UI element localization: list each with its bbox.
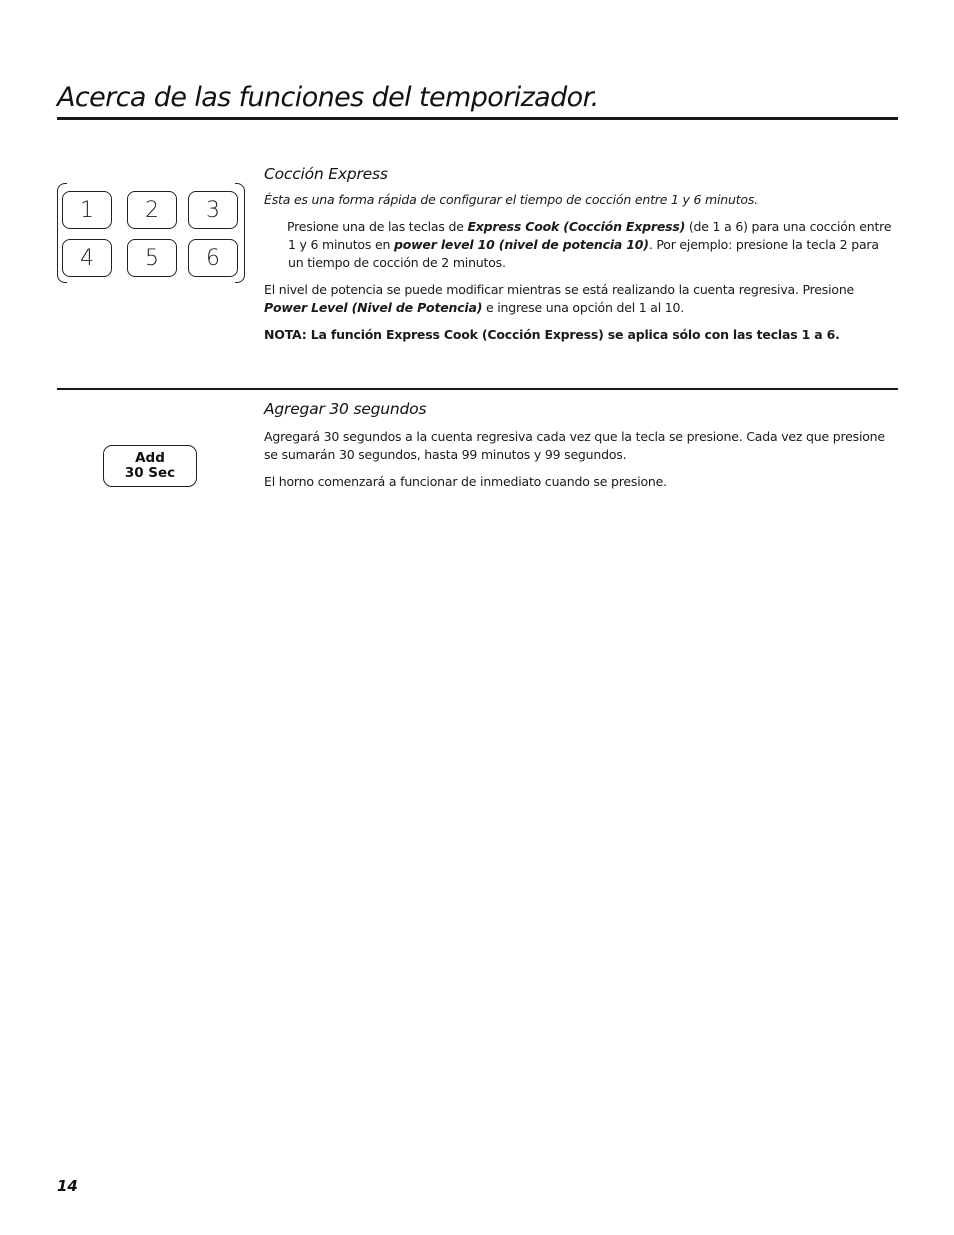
- add-30-sec-button[interactable]: [103, 445, 197, 487]
- express-key-4[interactable]: 4: [62, 239, 112, 277]
- express-key-2[interactable]: 2: [127, 191, 177, 229]
- page-number: 14: [57, 1177, 78, 1195]
- add-30-heading: Agregar 30 segundos: [264, 400, 427, 418]
- step-text-1: Presione una de las teclas de: [287, 219, 468, 234]
- step-text-3: . Por ejemplo: presione la tecla 2 para un tiempo de cocción de 2 minutos.: [288, 237, 879, 270]
- step-text-2: (de 1 a 6) para una cocción entre 1 y 6 minutos en: [288, 219, 892, 252]
- power-level-paragraph: [264, 281, 894, 317]
- express-cook-section: [264, 165, 894, 344]
- express-cook-step: [264, 218, 894, 272]
- section-divider: [57, 388, 898, 390]
- express-key-6[interactable]: 6: [188, 239, 238, 277]
- step-key-express-cook: Express Cook (Cocción Express): [467, 219, 686, 234]
- express-cook-heading: Cocción Express: [264, 165, 388, 183]
- express-cook-intro: Ésta es una forma rápida de configurar el tiempo de cocción entre 1 y 6 minutos.: [264, 192, 758, 207]
- add-30-section: [264, 400, 894, 491]
- express-key-1[interactable]: 1: [62, 191, 112, 229]
- power-text-2: e ingrese una opción del 1 al 10.: [482, 300, 685, 315]
- express-cook-note: NOTA: La función Express Cook (Cocción Express) se aplica sólo con las teclas 1 a 6.: [264, 327, 840, 342]
- add-30-paragraph-2: El horno comenzará a funcionar de inmediato cuando se presione.: [264, 474, 667, 489]
- express-cook-keypad: [57, 183, 245, 285]
- add-30-paragraph-1: Agregará 30 segundos a la cuenta regresiva cada vez que la tecla se presione. Cada vez que presione se sumarán 30 segundos, hasta 99 minutos y 99 segundos.: [264, 429, 885, 462]
- express-key-3[interactable]: 3: [188, 191, 238, 229]
- power-text-1: El nivel de potencia se puede modificar mientras se está realizando la cuenta regresiva. Presione: [264, 282, 855, 297]
- express-key-5[interactable]: 5: [127, 239, 177, 277]
- add-30-sec-line2: 30 Sec: [124, 465, 176, 481]
- page-title: Acerca de las funciones del temporizador.: [57, 82, 599, 113]
- add-30-sec-line1: Add: [135, 450, 165, 466]
- step-key-power-level: power level 10 (nivel de potencia 10): [393, 237, 649, 252]
- power-key-label: Power Level (Nivel de Potencia): [264, 300, 483, 315]
- title-divider: [57, 117, 898, 120]
